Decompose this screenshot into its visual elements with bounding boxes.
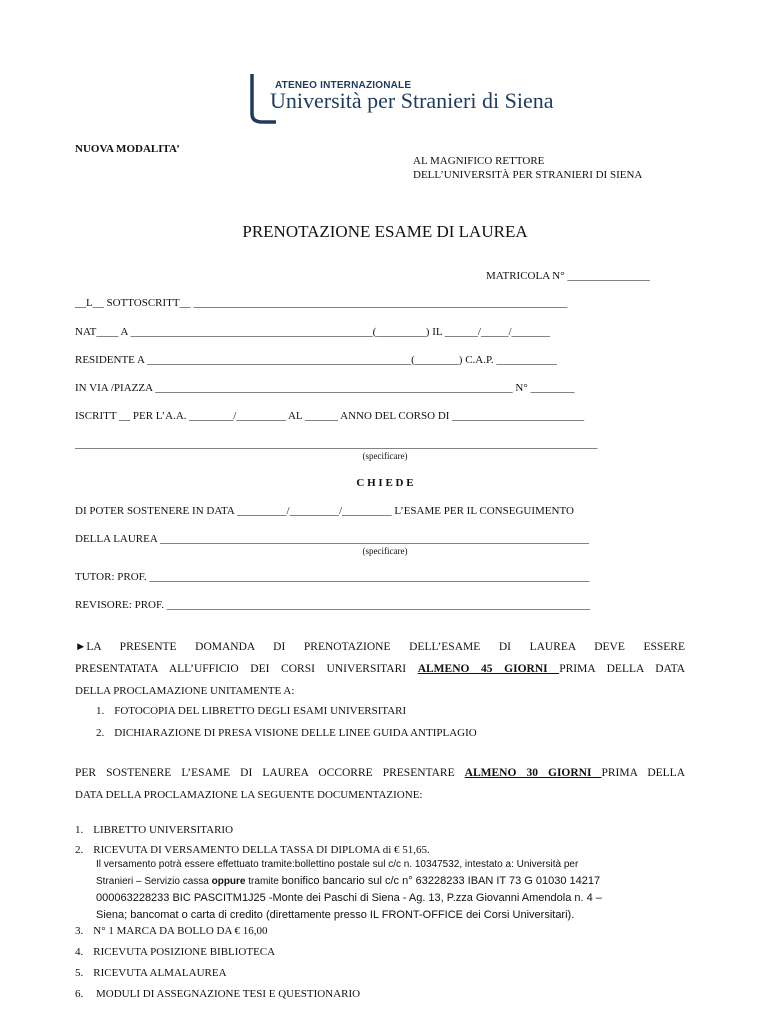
fee-payment-note [96, 857, 698, 924]
list-item: 2. RICEVUTA DI VERSAMENTO DELLA TASSA DI DIPLOMA di € 51,65. [75, 844, 430, 856]
logo-subtitle: ATENEO INTERNAZIONALE [275, 80, 412, 91]
reviewer-field[interactable]: REVISORE: PROF. _____________________________________________________________________________ [75, 599, 591, 611]
tutor-field[interactable]: TUTOR: PROF. ________________________________________________________________________________ [75, 571, 590, 583]
deadline-45-days: ALMENO 45 GIORNI [417, 663, 560, 675]
exam-date-field[interactable]: DI POTER SOSTENERE IN DATA _________/_________/_________ L’ESAME PER IL CONSEGUIMENTO [75, 505, 574, 517]
logo-title: Università per Stranieri di Siena [270, 88, 554, 113]
page-title: PRENOTAZIONE ESAME DI LAUREA [242, 222, 528, 241]
address-field[interactable]: IN VIA /PIAZZA _________________________________________________________________ N° ________ [75, 382, 575, 394]
degree-field[interactable]: DELLA LAUREA ______________________________________________________________________________ [75, 533, 589, 545]
specify-hint-2: (specificare) [362, 546, 408, 556]
course-field[interactable]: _______________________________________________________________________________________________ [75, 438, 598, 450]
notice1-line1: ►LA PRESENTE DOMANDA DI PRENOTAZIONE DELL’ESAME DI LAUREA DEVE ESSERE [75, 641, 685, 653]
fee-note-line: Siena; bancomat o carta di credito (direttamente presso IL FRONT-OFFICE dei Corsi Universitari). [96, 909, 575, 921]
matricola-field[interactable]: MATRICOLA N° _______________ [486, 270, 650, 282]
list-item: 4. RICEVUTA POSIZIONE BIBLIOTECA [75, 946, 276, 958]
sottoscritto-field[interactable]: __L__ SOTTOSCRITT__ ____________________________________________________________________ [75, 297, 568, 309]
fee-note-line: Il versamento potrà essere effettuato tramite:bollettino postale sul c/c n. 10347532, intestato a: Università per [96, 859, 579, 870]
specify-hint-1: (specificare) [362, 451, 408, 461]
list-item: 6. MODULI DI ASSEGNAZIONE TESI E QUESTIONARIO [75, 988, 361, 1000]
list-item: 3. N° 1 MARCA DA BOLLO DA € 16,00 [75, 925, 268, 937]
addressee-line-2: DELL’UNIVERSITÀ PER STRANIERI DI SIENA [413, 169, 643, 181]
notice1-line2: PRESENTATATA ALL’UFFICIO DEI CORSI UNIVERSITARI ALMENO 45 GIORNI PRIMA DELLA DATA [75, 663, 686, 675]
notice1-line3: DELLA PROCLAMAZIONE UNITAMENTE A: [75, 685, 295, 697]
chiede-heading: C H I E D E [356, 477, 414, 489]
notice2-line1: PER SOSTENERE L’ESAME DI LAUREA OCCORRE PRESENTARE ALMENO 30 GIORNI PRIMA DELLA [75, 767, 685, 779]
list-item: 5. RICEVUTA ALMALAUREA [75, 967, 227, 979]
list-item: 1. FOTOCOPIA DEL LIBRETTO DEGLI ESAMI UNIVERSITARI [96, 705, 407, 717]
fee-note-line: 000063228233 BIC PASCITM1J25 -Monte dei Paschi di Siena - Ag. 13, P.zza Giovanni Amendola n. 4 – [96, 892, 602, 904]
birth-field[interactable]: NAT____ A ____________________________________________(_________) IL ______/_____/_______ [75, 326, 551, 338]
deadline-30-days: ALMENO 30 GIORNI [464, 767, 602, 779]
mode-label: NUOVA MODALITA’ [75, 143, 180, 155]
addressee-line-1: AL MAGNIFICO RETTORE [413, 155, 545, 167]
list-item: 1. LIBRETTO UNIVERSITARIO [75, 824, 234, 836]
enrollment-field[interactable]: ISCRITT __ PER L’A.A. ________/_________ AL ______ ANNO DEL CORSO DI ________________________ [75, 410, 585, 422]
notice2-line2: DATA DELLA PROCLAMAZIONE LA SEGUENTE DOCUMENTAZIONE: [75, 789, 423, 801]
fee-note-line: Stranieri – Servizio cassa oppure tramite bonifico bancario sul c/c n° 63228233 IBAN IT 73 G 01030 14217 [96, 875, 601, 887]
residence-field[interactable]: RESIDENTE A ________________________________________________(________) C.A.P. ___________ [75, 354, 557, 366]
list-item: 2. DICHIARAZIONE DI PRESA VISIONE DELLE LINEE GUIDA ANTIPLAGIO [96, 727, 477, 739]
